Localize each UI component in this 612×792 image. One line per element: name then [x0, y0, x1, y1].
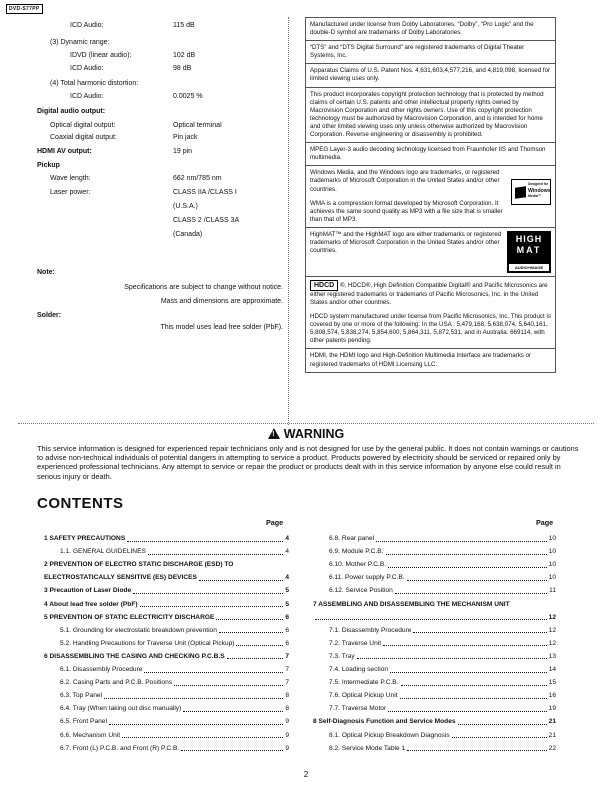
toc-entry[interactable] [44, 535, 289, 543]
spec-idvd-label: IDVD (linear audio): [70, 52, 132, 59]
toc-entry[interactable] [329, 627, 556, 635]
toc-dot-leader [236, 645, 283, 646]
toc-dot-leader [383, 645, 547, 646]
toc-dot-leader [199, 580, 283, 581]
toc-entry-page: 21 [548, 731, 556, 739]
spec-icd-audio-3-value: 0.0025 % [173, 93, 203, 100]
toc-entry[interactable] [60, 718, 289, 726]
toc-entry[interactable] [329, 745, 556, 753]
license-windows-media [305, 166, 556, 228]
spec-laser-value-1: CLASS IIA /CLASS I [173, 189, 237, 196]
toc-dot-leader [315, 619, 547, 620]
toc-dot-leader [407, 580, 547, 581]
toc-entry-title: 6.3. Top Panel [60, 692, 103, 700]
toc-dot-leader [458, 724, 547, 725]
toc-entry[interactable] [60, 640, 289, 648]
toc-entry-page: 8 [285, 705, 289, 713]
toc-entry-page: 12 [548, 626, 556, 634]
toc-dot-leader [395, 593, 547, 594]
toc-entry[interactable] [329, 732, 556, 740]
toc-entry-page: 4 [285, 574, 289, 582]
license-hdcd-text-1: ®, HDCD®, High Definition Compatible Digital® and Pacific Microsonics are either registered trademarks or trademarks of Pacific Microsonics, Inc. in the United States and/or other countries. [310, 282, 548, 306]
spec-icd-audio-1-label: ICD Audio: [70, 22, 104, 29]
toc-entry-page: 4 [285, 548, 289, 556]
toc-entry-page: 16 [548, 692, 556, 700]
toc-dot-leader [357, 658, 547, 659]
toc-entry-title: 1.1. GENERAL GUIDELINES [60, 548, 146, 556]
toc-entry[interactable] [60, 627, 289, 635]
toc-dot-leader [181, 750, 283, 751]
solder-line-1: This model uses lead free solder (PbF). [160, 324, 283, 331]
toc-entry[interactable] [60, 705, 289, 713]
toc-dot-leader [386, 554, 547, 555]
toc-dot-leader [376, 541, 547, 542]
spec-icd-audio-3-label: ICD Audio: [70, 93, 104, 100]
note-line-2: Mass and dimensions are approximate. [160, 298, 283, 305]
toc-entry-title: 6.7. Front (L) P.C.B. and Front (R) P.C.B. [60, 744, 180, 752]
highmat-logo-line-3: AUDIO+IMAGE [509, 264, 549, 271]
warning-heading [0, 427, 612, 441]
toc-entry-title: 2 PREVENTION OF ELECTRO STATIC DISCHARGE (ESD) TO [44, 561, 234, 569]
license-wma-text: WMA is a compression format developed by Microsoft Corporation. It achieves the same sound quality as MP3 with a file size that is smaller than that of MP3. [310, 199, 503, 223]
toc-dot-leader [104, 698, 283, 699]
section-divider [18, 423, 594, 424]
spec-coaxial-label: Coaxial digital output: [50, 134, 117, 141]
toc-entry-title: 6.11. Power supply P.C.B. [329, 574, 405, 582]
toc-entry[interactable] [60, 666, 289, 674]
toc-entry[interactable] [313, 614, 556, 622]
toc-entry-page: 10 [548, 574, 556, 582]
toc-entry[interactable] [60, 548, 289, 556]
toc-entry[interactable] [44, 587, 289, 595]
spec-idvd-value: 102 dB [173, 52, 196, 59]
toc-entry[interactable] [44, 561, 289, 569]
toc-entry[interactable] [60, 692, 289, 700]
license-windows-media-text: Windows Media, and the Windows logo are trademarks, or registered trademarks of Microsoft Corporation in the United States and/or other countries. [310, 169, 500, 193]
toc-entry-page: 12 [548, 613, 556, 621]
spec-laser-value-4: (Canada) [173, 231, 203, 238]
toc-entry-title: 8.2. Service Mode Table 1 [329, 744, 406, 752]
toc-dot-leader [219, 632, 283, 633]
solder-label: Solder: [37, 312, 62, 319]
license-patent-text: Apparatus Claims of U.S. Patent Nos. 4,631,603,4,577,216, and 4,819,098, licensed for limited viewing uses only. [310, 67, 551, 83]
toc-entry-title: 7.6. Optical Pickup Unit [329, 692, 398, 700]
toc-entry-title: 4 About lead free solder (PbF) [44, 600, 138, 608]
license-hdmi [305, 349, 556, 372]
toc-entry[interactable] [60, 679, 289, 687]
toc-entry[interactable] [313, 718, 556, 726]
toc-entry-page: 14 [548, 666, 556, 673]
toc-entry-title: 3 Precaution of Laser Diode [44, 587, 132, 595]
hdcd-logo: HDCD [310, 280, 338, 291]
toc-entry-page: 22 [548, 744, 556, 752]
toc-dot-leader [144, 672, 283, 673]
toc-entry-page: 6 [285, 626, 289, 634]
contents-page-header-left: Page [266, 518, 284, 527]
contents-title: CONTENTS [37, 495, 124, 512]
toc-entry-title: 7.3. Tray [329, 652, 355, 660]
toc-entry[interactable] [44, 601, 289, 609]
windows-flag-icon [515, 187, 526, 200]
toc-entry[interactable] [329, 640, 556, 648]
spec-icd-audio-1-value: 115 dB [173, 22, 195, 29]
toc-entry[interactable] [329, 653, 556, 661]
highmat-logo-line-1: HIGH [515, 233, 543, 244]
highmat-logo [507, 231, 551, 273]
toc-entry[interactable] [329, 587, 556, 595]
toc-entry-page: 10 [548, 561, 556, 569]
toc-entry-title: 8 Self-Diagnosis Function and Service Modes [313, 718, 456, 726]
toc-entry-page: 13 [548, 652, 556, 660]
contents-page-header-right: Page [536, 518, 554, 527]
toc-entry[interactable] [329, 666, 556, 674]
toc-entry[interactable] [329, 561, 556, 569]
toc-entry[interactable] [60, 732, 289, 740]
license-hdmi-text: HDMI, the HDMI logo and High-Definition Multimedia Interface are trademarks or registered trademarks of HDMI Licensing LLC. [310, 352, 532, 368]
toc-dot-leader [174, 685, 283, 686]
spec-dynamic-range-label: (3) Dynamic range: [50, 39, 110, 46]
toc-entry-title: 7.2. Traverse Unit [329, 639, 382, 647]
license-mpeg-text: MPEG Layer-3 audio decoding technology licensed from Fraunhofer IIS and Thomson multimedia. [310, 146, 546, 162]
toc-entry-title: 1 SAFETY PRECAUTIONS [44, 535, 126, 542]
toc-entry-page: 9 [285, 718, 289, 726]
toc-entry-title: 6 DISASSEMBLING THE CASING AND CHECKING P.C.B.S [44, 652, 225, 660]
toc-entry-page: 11 [549, 587, 556, 595]
win-logo-line-1: Designed for [528, 182, 549, 187]
spec-wavelength-label: Wave length: [50, 175, 91, 182]
toc-dot-leader [216, 619, 283, 620]
license-highmat [305, 228, 556, 277]
toc-entry-title: 5.1. Grounding for electrostatic breakdown prevention [60, 626, 217, 634]
toc-entry[interactable] [60, 745, 289, 753]
license-hdcd-text-2: HDCD system manufactured under license from Pacific Microsonics, Inc. This product is covered by one or more of the following: In the USA : 5,479,168, 5,638,074, 5,640,161, 5,808,574, 5,838,274, 5,854,600, 5,864,311, 5,872,531, and in Australia: 669114, with other patents pending. [310, 313, 551, 345]
license-patent [305, 64, 556, 87]
toc-entry-page: 12 [548, 639, 556, 647]
toc-entry[interactable] [329, 692, 556, 700]
model-tag: DVD-S77PP [6, 4, 43, 14]
toc-entry-page: 9 [285, 744, 289, 752]
toc-entry-page: 7 [285, 666, 289, 673]
toc-entry-title: 6.4. Tray (When taking out disc manually) [60, 705, 182, 713]
toc-dot-leader [400, 698, 547, 699]
note-line-1: Specifications are subject to change without notice. [124, 284, 283, 291]
toc-entry-title: 7.5. Intermediate P.C.B. [329, 679, 399, 687]
toc-entry-title: 6.9. Module P.C.B. [329, 548, 384, 556]
windows-media-logo [511, 179, 551, 205]
toc-entry-page: 19 [548, 705, 556, 713]
toc-dot-leader [407, 750, 547, 751]
toc-dot-leader [140, 606, 284, 607]
spec-hdmi-label: HDMI AV output: [37, 148, 92, 155]
page-number: 2 [303, 770, 309, 779]
license-dts-text: “DTS” and “DTS Digital Surround” are registered trademarks of Digital Theater Systems, Inc. [310, 44, 525, 60]
toc-entry-page: 5 [285, 600, 289, 608]
warning-triangle-icon [268, 428, 280, 439]
license-dolby [305, 17, 556, 41]
spec-icd-audio-2-label: ICD Audio: [70, 65, 104, 72]
toc-entry-page: 10 [548, 548, 556, 556]
toc-entry[interactable] [313, 601, 556, 609]
toc-dot-leader [133, 593, 283, 594]
toc-entry-title: 6.10. Mother P.C.B. [329, 561, 387, 569]
toc-entry-title: 6.6. Mechanism Unit [60, 731, 121, 739]
toc-entry-page: 6 [285, 613, 289, 621]
toc-dot-leader [183, 711, 283, 712]
toc-dot-leader [452, 737, 547, 738]
toc-dot-leader [388, 711, 546, 712]
win-logo-line-3: Media™ [528, 194, 542, 199]
toc-entry-title: 6.5. Front Panel [60, 718, 107, 726]
toc-entry[interactable] [44, 653, 289, 661]
spec-coaxial-value: Pin jack [173, 134, 198, 141]
license-highmat-text: HighMAT™ and the HighMAT logo are either trademarks or registered trademarks of Microsoft Corporation in the United States and/or other countries. [310, 230, 502, 255]
license-mpeg [305, 143, 556, 166]
toc-entry-page: 10 [548, 535, 556, 542]
warning-body: This service information is designed for experienced repair technicians only and is not designed for use by the general public. It does not contain warnings or cautions to advise non-technical individuals of potential dangers in attempting to service a product. Products powered by electricity should be serviced or repaired only by experienced professional technicians. Any attempt to service or repair the product or products dealt with in this service information by anyone else could result in serious injury or death. [37, 444, 579, 481]
column-divider [288, 17, 289, 425]
spec-icd-audio-2-value: 98 dB [173, 65, 192, 72]
highmat-logo-line-2: MAT [516, 244, 542, 255]
toc-entry-page: 4 [285, 535, 289, 542]
toc-entry-page: 7 [285, 652, 289, 660]
toc-entry[interactable] [44, 574, 289, 582]
toc-entry-title: ELECTROSTATICALLY SENSITIVE (ES) DEVICES [44, 574, 197, 582]
license-column [305, 17, 556, 373]
toc-entry-title: 6.12. Service Position [329, 587, 393, 595]
toc-entry-page: 7 [285, 679, 289, 687]
toc-dot-leader [148, 554, 283, 555]
toc-entry-page: 6 [285, 639, 289, 647]
toc-entry-page: 15 [548, 679, 556, 687]
toc-entry-title: 7.4. Loading section [329, 666, 389, 673]
spec-laser-value-2: (U.S.A.) [173, 203, 198, 210]
license-dts [305, 41, 556, 64]
toc-entry-page: 8 [285, 692, 289, 700]
toc-entry[interactable] [44, 614, 289, 622]
toc-entry[interactable] [329, 679, 556, 687]
warning-title: WARNING [283, 427, 345, 441]
license-macrovision [305, 88, 556, 144]
toc-entry-title: 5 PREVENTION OF STATIC ELECTRICITY DISCHARGE [44, 613, 215, 621]
toc-dot-leader [401, 685, 547, 686]
license-hdcd [305, 277, 556, 350]
toc-entry-page: 5 [285, 587, 289, 595]
toc-dot-leader [390, 672, 547, 673]
spec-thd-label: (4) Total harmonic distortion: [50, 80, 139, 87]
toc-entry-title: 7.1. Disassembly Procedure [329, 626, 412, 634]
toc-entry[interactable] [329, 705, 556, 713]
spec-hdmi-value: 19 pin [173, 148, 193, 155]
toc-entry-page: 21 [548, 718, 556, 726]
spec-optical-label: Optical digital output: [50, 122, 116, 129]
license-dolby-text: Manufactured under license from Dolby Laboratories. “Dolby”, “Pro Logic” and the double-D symbol are trademarks of Dolby Laboratories. [310, 21, 534, 37]
toc-entry-title: 8.1. Optical Pickup Breakdown Diagnosis [329, 731, 450, 739]
spec-digital-audio-heading: Digital audio output: [37, 108, 106, 115]
toc-entry[interactable] [329, 548, 556, 556]
spec-wavelength-value: 662 nm/785 nm [173, 175, 222, 182]
toc-dot-leader [227, 658, 284, 659]
toc-entry-page: 9 [285, 731, 289, 739]
win-logo-line-2: Windows [528, 188, 551, 195]
toc-dot-leader [122, 737, 283, 738]
toc-dot-leader [127, 541, 283, 542]
toc-entry-title: 7.7. Traverse Motor [329, 705, 387, 713]
toc-entry[interactable] [329, 535, 556, 543]
license-macrovision-text: This product incorporates copyright protection technology that is protected by method claims of certain U.S. patents and other intellectual property rights owned by Macrovision Corporation and other rights owners. Use of this copyright protection technology must be authorized by Macrovision Corporation, and is intended for home and other limited viewing uses only unless otherwise authorized by Macrovision Corporation. Reverse engineering or disassembly is prohibited. [310, 90, 544, 139]
toc-entry-title: 6.8. Rear panel [329, 535, 375, 542]
spec-laser-value-3: CLASS 2 /CLASS 3A [173, 217, 240, 224]
note-label: Note: [37, 269, 55, 276]
toc-dot-leader [109, 724, 283, 725]
toc-entry-title: 6.2. Casing Parts and P.C.B. Positions [60, 679, 173, 687]
toc-dot-leader [388, 567, 547, 568]
toc-dot-leader [413, 632, 546, 633]
spec-optical-value: Optical terminal [173, 122, 222, 129]
toc-entry[interactable] [329, 574, 556, 582]
spec-laser-label: Laser power: [50, 189, 91, 196]
toc-entry-title: 6.1. Disassembly Procedure [60, 666, 143, 673]
toc-entry-title: 7 ASSEMBLING AND DISASSEMBLING THE MECHANISM UNIT [313, 600, 510, 608]
spec-pickup-heading: Pickup [37, 162, 60, 169]
toc-entry-title: 5.2. Handling Precautions for Traverse Unit (Optical Pickup) [60, 639, 235, 647]
